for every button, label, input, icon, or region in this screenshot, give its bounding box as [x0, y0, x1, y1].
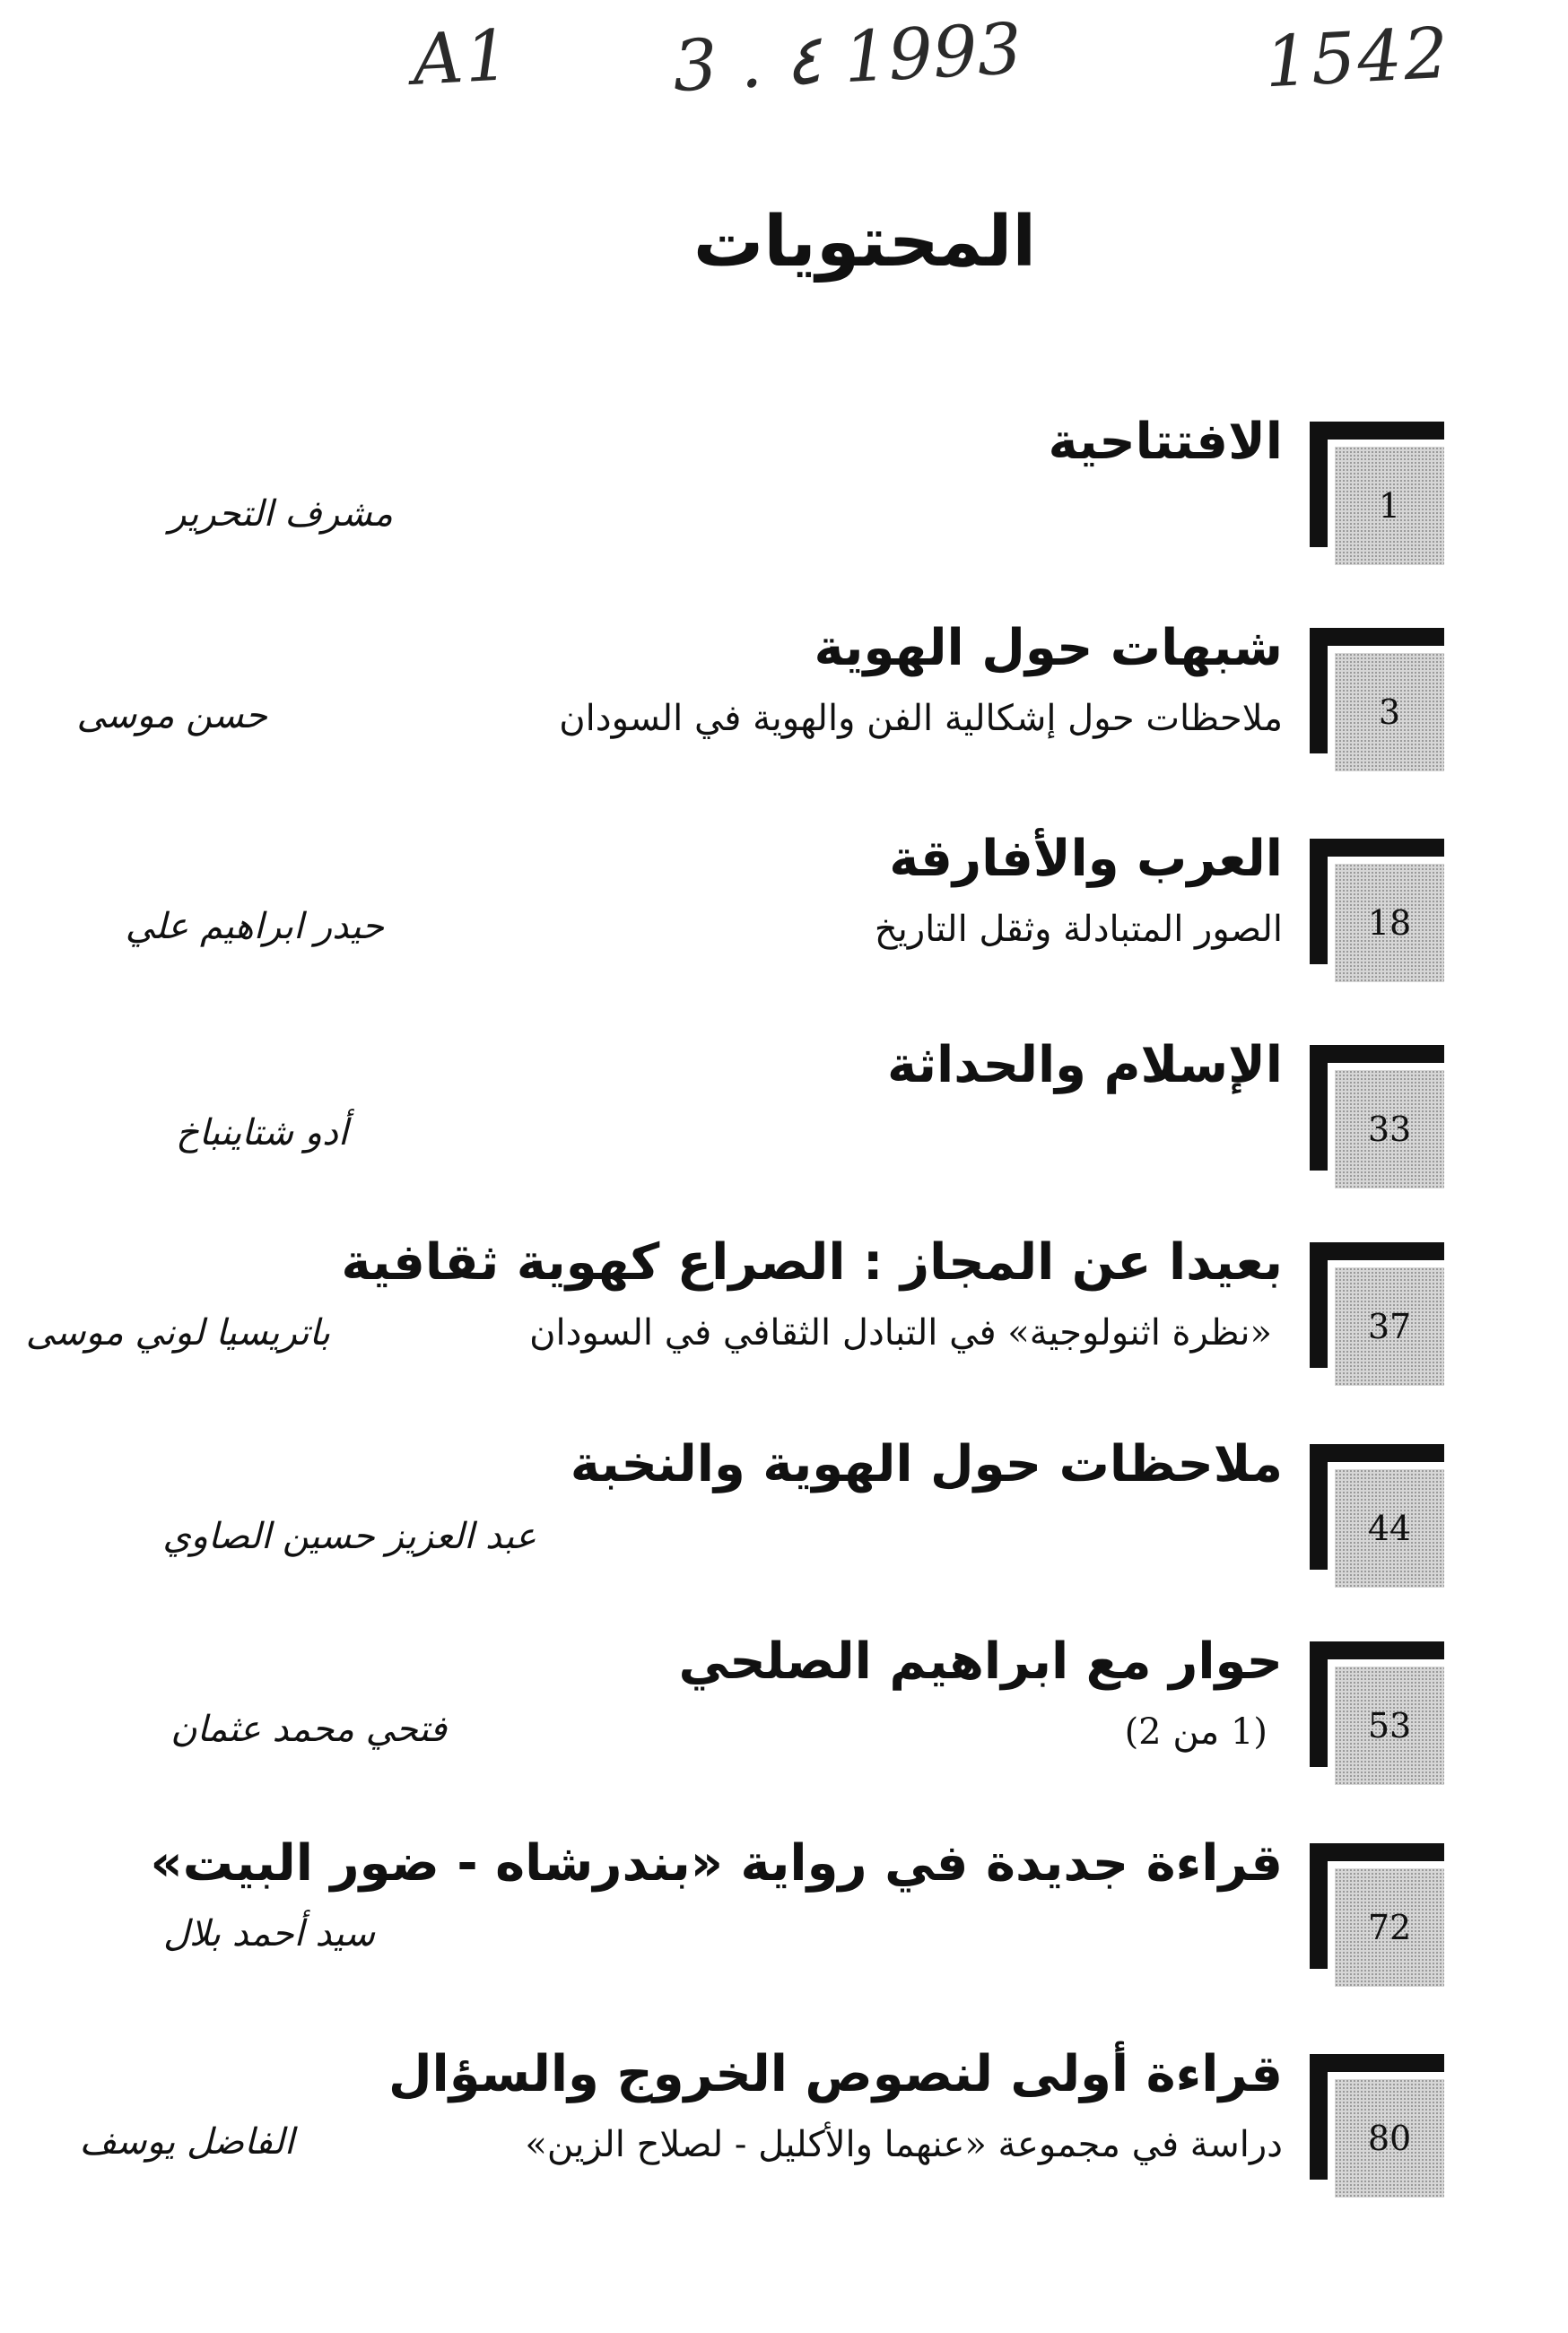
entry-author: حسن موسى [76, 695, 267, 736]
entry-subtitle: الصور المتبادلة وثقل التاريخ [874, 909, 1283, 950]
entry-title: قراءة أولى لنصوص الخروج والسؤال [388, 2045, 1283, 2103]
entry-title: العرب والأفارقة [889, 830, 1283, 888]
toc-entry [0, 1834, 1568, 2023]
entry-subtitle: ملاحظات حول إشكالية الفن والهوية في السودان [559, 698, 1283, 739]
entry-title: حوار مع ابراهيم الصلحي [678, 1632, 1283, 1691]
handwritten-ref: A1 [410, 15, 514, 101]
entry-author: الفاضل يوسف [79, 2121, 294, 2163]
entry-author: باتريسيا لوني موسى [25, 1312, 330, 1354]
page-marker [1310, 1444, 1444, 1588]
page-title: المحتويات [693, 202, 1037, 283]
entry-author: حيدر ابراهيم علي [125, 906, 384, 947]
page-marker [1310, 1242, 1444, 1386]
entry-author: سيد أحمد بلال [162, 1913, 375, 1954]
page-number: 3 [1378, 692, 1401, 732]
page-number: 53 [1367, 1706, 1412, 1745]
page-number: 37 [1367, 1307, 1412, 1346]
toc-entry [0, 619, 1568, 807]
handwritten-date: 3 . ٤ 1993 [670, 8, 1024, 109]
page-marker [1310, 1641, 1444, 1785]
handwritten-number: 1542 [1262, 13, 1452, 104]
entry-author: مشرف التحرير [169, 493, 393, 535]
toc-entry [0, 1632, 1568, 1821]
entry-subtitle: «نظرة اثنولوجية» في التبادل الثقافي في السودان [529, 1312, 1272, 1354]
toc-entry [0, 2045, 1568, 2233]
page-number: 1 [1378, 486, 1401, 526]
page-number: 72 [1367, 1908, 1412, 1947]
entry-title: شبهات حول الهوية [814, 619, 1283, 677]
entry-author: فتحي محمد عثمان [170, 1709, 447, 1750]
page-marker [1310, 839, 1444, 982]
entry-subtitle: دراسة في مجموعة «عنهما والأكليل - لصلاح الزين» [525, 2124, 1283, 2165]
page-marker [1310, 422, 1444, 565]
page-number: 80 [1367, 2119, 1412, 2158]
page-marker [1310, 628, 1444, 771]
page-marker [1310, 2054, 1444, 2198]
entry-author: أدو شتاينباخ [175, 1112, 348, 1153]
page-number: 33 [1367, 1110, 1412, 1149]
entry-title: بعيدا عن المجاز : الصراع كهوية ثقافية [341, 1233, 1283, 1292]
toc-entry [0, 1435, 1568, 1624]
toc-entry [0, 1233, 1568, 1422]
page-number: 44 [1367, 1509, 1412, 1548]
page-number: 18 [1367, 903, 1412, 943]
entry-author: عبد العزيز حسين الصاوي [162, 1516, 536, 1557]
page-marker [1310, 1045, 1444, 1188]
entry-title: ملاحظات حول الهوية والنخبة [570, 1435, 1283, 1493]
entry-title: الافتتاحية [1048, 413, 1283, 471]
page-marker [1310, 1843, 1444, 1987]
entry-title: الإسلام والحداثة [887, 1036, 1283, 1094]
entry-subtitle: (1 من 2) [1124, 1711, 1267, 1753]
toc-entry [0, 413, 1568, 601]
entry-title: قراءة جديدة في رواية «بندرشاه - ضور البيت» [150, 1834, 1283, 1893]
toc-entry [0, 1036, 1568, 1224]
toc-entry [0, 830, 1568, 1018]
